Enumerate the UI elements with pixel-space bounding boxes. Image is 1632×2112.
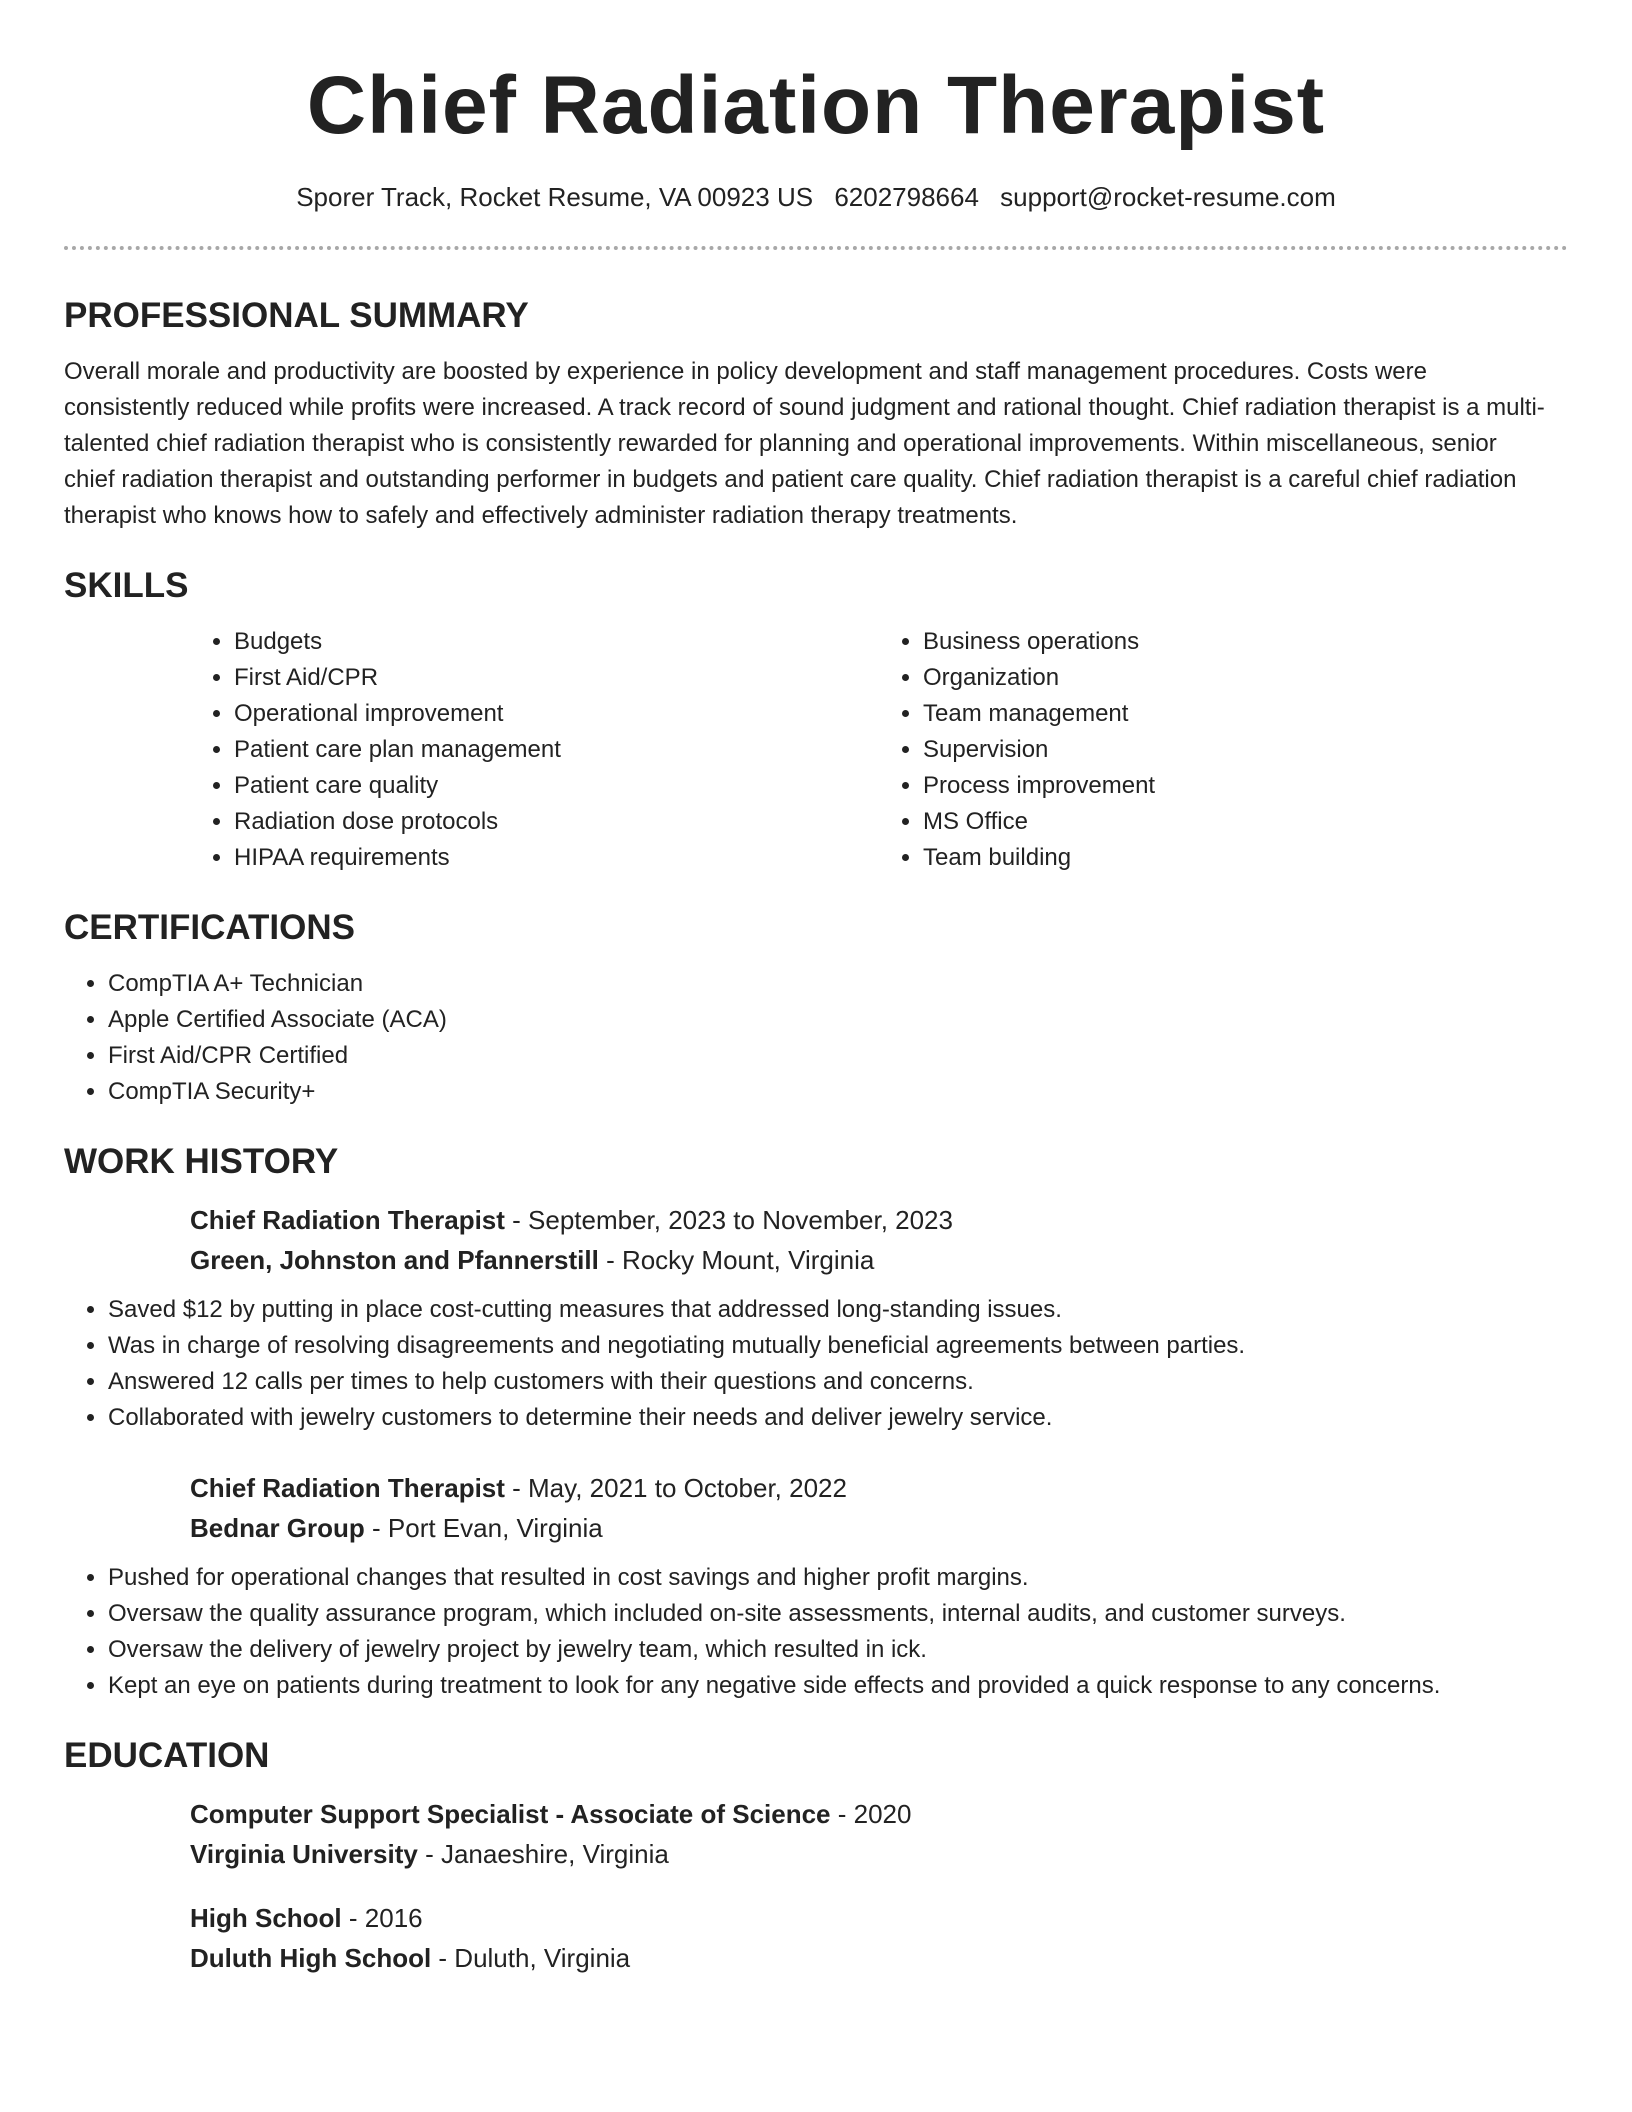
skill-item: • Team building xyxy=(923,840,1568,876)
education-entry xyxy=(190,1898,1568,1978)
education-entry xyxy=(190,1794,1568,1874)
job-bullet: • Kept an eye on patients during treatment to look for any negative side effects and provided a quick response to any concerns. xyxy=(108,1668,1568,1704)
job-title-line xyxy=(190,1468,1568,1508)
header-divider xyxy=(64,246,1568,250)
job-title-line xyxy=(190,1200,1568,1240)
skill-item: • Business operations xyxy=(923,624,1568,660)
skill-item: • Supervision xyxy=(923,732,1568,768)
job-bullets xyxy=(64,1560,1568,1704)
education-degree: Computer Support Specialist - Associate of Science xyxy=(190,1799,831,1829)
job-role: Chief Radiation Therapist xyxy=(190,1205,505,1235)
skill-item: • Patient care quality xyxy=(234,768,879,804)
skills-heading: SKILLS xyxy=(64,566,189,605)
job-bullet: • Answered 12 calls per times to help customers with their questions and concerns. xyxy=(108,1364,1568,1400)
skill-item: • MS Office xyxy=(923,804,1568,840)
education-school-line xyxy=(190,1834,1568,1874)
education-location: - Duluth, Virginia xyxy=(431,1943,631,1973)
education-location: - Janaeshire, Virginia xyxy=(417,1839,669,1869)
skills-left-column xyxy=(190,624,879,876)
contact-phone: 6202798664 xyxy=(834,182,979,212)
skill-item: • First Aid/CPR xyxy=(234,660,879,696)
skills-list xyxy=(190,624,1568,876)
summary-heading: PROFESSIONAL SUMMARY xyxy=(64,296,529,335)
job-bullet: • Oversaw the delivery of jewelry project by jewelry team, which resulted in ick. xyxy=(108,1632,1568,1668)
job-entry xyxy=(190,1468,1568,1548)
summary-text: Overall morale and productivity are boosted by experience in policy development and staff management procedures. Costs were consistently reduced while profits were increased. A track record of sound judgment and rational thought. Chief radiation therapist is a multi-talented chief radiation therapist who is consistently rewarded for planning and operational improvements. Within miscellaneous, senior chief radiation therapist and outstanding performer in budgets and patient care quality. Chief radiation therapist is a careful chief radiation therapist who knows how to safely and effectively administer radiation therapy treatments. xyxy=(64,358,1545,529)
certification-item: • CompTIA Security+ xyxy=(108,1074,1568,1110)
education-school: Virginia University xyxy=(190,1839,418,1869)
job-dates: - September, 2023 to November, 2023 xyxy=(504,1205,953,1235)
education-heading: EDUCATION xyxy=(64,1736,270,1775)
certifications-list xyxy=(64,966,1568,1110)
skill-item: • Team management xyxy=(923,696,1568,732)
certification-item: • CompTIA A+ Technician xyxy=(108,966,1568,1002)
job-entry xyxy=(190,1200,1568,1280)
job-company: Green, Johnston and Pfannerstill xyxy=(190,1245,599,1275)
certification-item: • First Aid/CPR Certified xyxy=(108,1038,1568,1074)
skill-item: • Radiation dose protocols xyxy=(234,804,879,840)
education-school-line xyxy=(190,1938,1568,1978)
skill-item: • Patient care plan management xyxy=(234,732,879,768)
certification-item: • Apple Certified Associate (ACA) xyxy=(108,1002,1568,1038)
job-company-line xyxy=(190,1508,1568,1548)
job-company: Bednar Group xyxy=(190,1513,365,1543)
job-role: Chief Radiation Therapist xyxy=(190,1473,505,1503)
skills-right-column xyxy=(879,624,1568,876)
candidate-name: Chief Radiation Therapist xyxy=(306,60,1326,151)
contact-line xyxy=(64,180,1568,214)
job-company-line xyxy=(190,1240,1568,1280)
skill-item: • HIPAA requirements xyxy=(234,840,879,876)
job-bullet: • Saved $12 by putting in place cost-cutting measures that addressed long-standing issues. xyxy=(108,1292,1568,1328)
skill-item: • Operational improvement xyxy=(234,696,879,732)
job-bullet: • Was in charge of resolving disagreements and negotiating mutually beneficial agreements between parties. xyxy=(108,1328,1568,1364)
contact-address: Sporer Track, Rocket Resume, VA 00923 US xyxy=(296,182,814,212)
certifications-heading: CERTIFICATIONS xyxy=(64,908,356,947)
education-degree: High School xyxy=(190,1903,342,1933)
work-history-heading: WORK HISTORY xyxy=(64,1142,339,1181)
job-location: - Rocky Mount, Virginia xyxy=(598,1245,875,1275)
skill-item: • Budgets xyxy=(234,624,879,660)
job-bullet: • Collaborated with jewelry customers to determine their needs and deliver jewelry service. xyxy=(108,1400,1568,1436)
job-bullet: • Oversaw the quality assurance program, which included on-site assessments, internal audits, and customer surveys. xyxy=(108,1596,1568,1632)
education-degree-line xyxy=(190,1898,1568,1938)
education-school: Duluth High School xyxy=(190,1943,432,1973)
job-dates: - May, 2021 to October, 2022 xyxy=(504,1473,847,1503)
skill-item: • Process improvement xyxy=(923,768,1568,804)
education-degree-line xyxy=(190,1794,1568,1834)
skill-item: • Organization xyxy=(923,660,1568,696)
education-year: - 2016 xyxy=(341,1903,423,1933)
job-location: - Port Evan, Virginia xyxy=(364,1513,603,1543)
job-bullet: • Pushed for operational changes that resulted in cost savings and higher profit margins. xyxy=(108,1560,1568,1596)
job-bullets xyxy=(64,1292,1568,1436)
contact-email: support@rocket-resume.com xyxy=(1000,182,1336,212)
education-year: - 2020 xyxy=(830,1799,912,1829)
